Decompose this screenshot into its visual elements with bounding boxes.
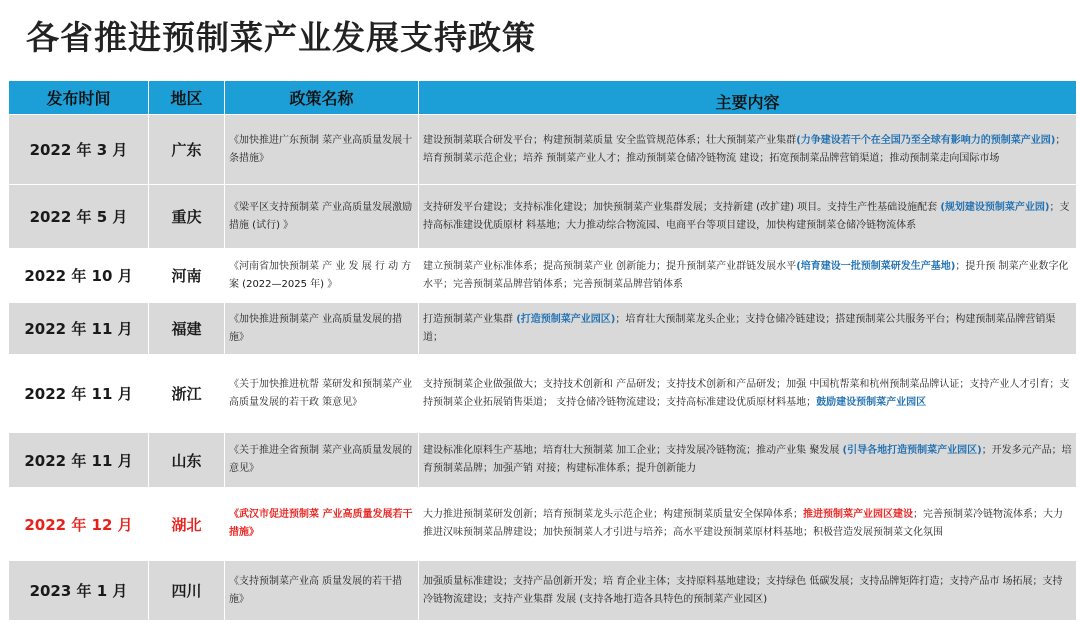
- content-text: 大力推进预制菜研发创新；培育预制菜龙头示范企业；构建预制菜质量安全保障体系；: [423, 509, 803, 520]
- table-row: [9, 561, 1077, 621]
- table-row: [9, 488, 1077, 561]
- region-cell: 四川: [149, 561, 225, 621]
- date-cell: 2022 年 12 月: [9, 488, 149, 561]
- region-cell: 湖北: [149, 488, 225, 561]
- content-cell: [419, 115, 1077, 185]
- region-cell: 重庆: [149, 185, 225, 249]
- content-text: 建设标准化原料生产基地；培育壮大预制菜 加工企业；支持发展冷链物流；推动产业集 聚发展: [423, 445, 843, 456]
- content-cell: [419, 249, 1077, 303]
- content-text: 建立预制菜产业标准体系；提高预制菜产业 创新能力；提升预制菜产业群链发展水平: [423, 260, 797, 272]
- date-cell: 2022 年 10 月: [9, 249, 149, 303]
- policy-table: [8, 80, 1077, 621]
- date-cell: 2022 年 11 月: [9, 303, 149, 355]
- content-highlight: (培育建设一批预制菜研发生产基地): [796, 260, 956, 272]
- content-text: ；完善预制菜冷链物流体系；大力推进汉味预制菜品牌建设；加快预制菜人才引进与培养；高水平建设预制菜原材料基地；积极营造发展预制菜文化氛围: [423, 509, 1063, 538]
- content-text: ；培育预制菜示范企业；培养 预制菜产业人才；推动预制菜仓储冷链物流 建设；拓宽预制菜品牌营销渠道；推动预制菜走向国际市场: [423, 134, 1066, 164]
- content-text: 支持研发平台建设；支持标准化建设；加快预制菜产业集群发展；支持新建 (改扩建) 项目。支持生产性基础设施配套: [423, 201, 941, 213]
- content-cell: [419, 355, 1077, 433]
- content-cell: [419, 303, 1077, 355]
- content-cell: [419, 488, 1077, 561]
- policy-name-cell: 《关于加快推进杭帮 菜研发和预制菜产业 高质量发展的若干政 策意见》: [225, 355, 419, 433]
- policy-name-cell: 《河南省加快预制菜 产 业 发 展 行 动 方 案 (2022—2025 年) 》: [225, 249, 419, 303]
- policy-name-cell: 《武汉市促进预制菜 产业高质量发展若干措施》: [225, 488, 419, 561]
- table-row: [9, 303, 1077, 355]
- policy-name-cell: 《加快推进广东预制 菜产业高质量发展十条措施》: [225, 115, 419, 185]
- content-text: ；开发多元产品；培育预制菜品牌；加强产销 对接；构建标准体系；提升创新能力: [423, 445, 1072, 474]
- region-cell: 广东: [149, 115, 225, 185]
- table-row: [9, 115, 1077, 185]
- policy-name-cell: 《支持预制菜产业高 质量发展的若干措施》: [225, 561, 419, 621]
- content-text: ；提升预 制菜产业数字化水平；完善预制菜品牌营销体系；完善预制菜品牌营销体系: [423, 260, 1069, 290]
- content-cell: [419, 185, 1077, 249]
- table-row: [9, 355, 1077, 433]
- content-cell: [419, 561, 1077, 621]
- header-date: 发布时间: [9, 81, 149, 115]
- content-highlight: (打造预制菜产业园区): [516, 313, 616, 325]
- date-cell: 2022 年 5 月: [9, 185, 149, 249]
- content-highlight: 鼓励建设预制菜产业园区: [816, 396, 927, 408]
- date-cell: 2022 年 3 月: [9, 115, 149, 185]
- policy-name-cell: 《梁平区支持预制菜 产业高质量发展激励 措施 (试行) 》: [225, 185, 419, 249]
- header-policy-name: 政策名称: [225, 81, 419, 115]
- content-highlight: (规划建设预制菜产业园): [940, 201, 1050, 213]
- content-text: 加强质量标准建设；支持产品创新开发；培 育企业主体；支持原料基地建设；支持绿色 低碳发展；支持品牌矩阵打造；支持产品市 场拓展；支持冷链物流建设；支持产业集群 发展 (支持各地打造各具特色的预制菜产业园区): [423, 575, 1063, 605]
- table-row: [9, 185, 1077, 249]
- content-text: 打造预制菜产业集群: [423, 313, 517, 325]
- content-text: 建设预制菜联合研发平台；构建预制菜质量 安全监管规范体系；壮大预制菜产业集群: [423, 134, 797, 146]
- policy-name-cell: 《加快推进预制菜产 业高质量发展的措施》: [225, 303, 419, 355]
- content-highlight: 推进预制菜产业园区建设: [803, 509, 913, 520]
- region-cell: 福建: [149, 303, 225, 355]
- date-cell: 2023 年 1 月: [9, 561, 149, 621]
- header-content: 主要内容: [419, 81, 1077, 115]
- table-header-row: [9, 81, 1077, 115]
- content-text: ；培育壮大预制菜龙头企业；支持仓储冷链建设；搭建预制菜公共服务平台；构建预制菜品牌营销渠道；: [423, 313, 1056, 343]
- policy-name-cell: 《关于推进全省预制 菜产业高质量发展的 意见》: [225, 433, 419, 488]
- region-cell: 浙江: [149, 355, 225, 433]
- region-cell: 河南: [149, 249, 225, 303]
- table-row: [9, 433, 1077, 488]
- table-row: [9, 249, 1077, 303]
- content-highlight: (力争建设若干个在全国乃至全球有影响力的预制菜产业园): [796, 134, 1056, 146]
- content-text: 支持预制菜企业做强做大；支持技术创新和 产品研发；支持技术创新和产品研发；加强 中国杭帮菜和杭州预制菜品牌认证；支持产业人才引育；支持预制菜企业拓展销售渠道； 支持仓储冷链物流建设；支持高标准建设优质原材料基地；: [423, 378, 1070, 408]
- content-cell: [419, 433, 1077, 488]
- content-highlight: (引导各地打造预制菜产业园区): [842, 445, 982, 456]
- header-region: 地区: [149, 81, 225, 115]
- date-cell: 2022 年 11 月: [9, 355, 149, 433]
- content-text: ；支持高标准建设优质原材 料基地；大力推动综合物流园、电商平台等项目建设，加快构建预制菜仓储冷链物流体系: [423, 201, 1070, 231]
- page-title: 各省推进预制菜产业发展支持政策: [26, 18, 536, 57]
- region-cell: 山东: [149, 433, 225, 488]
- date-cell: 2022 年 11 月: [9, 433, 149, 488]
